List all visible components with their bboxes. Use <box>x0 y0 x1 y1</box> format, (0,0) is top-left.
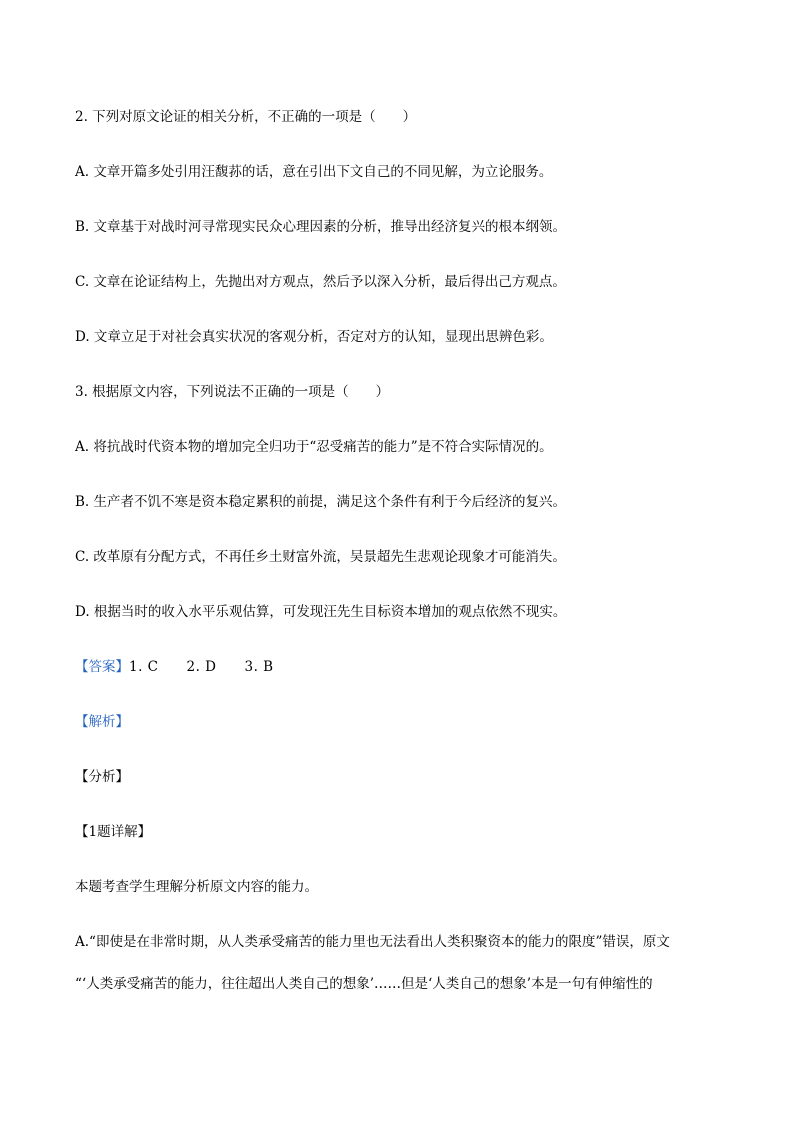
analysis-label: 【解析】 <box>75 714 129 730</box>
analysis-line-2: “‘人类承受痛苦的能力，往往超出人类自己的想象’……但是‘人类自己的想象’本是一句有伸缩性的 <box>75 976 653 992</box>
question-2-option-c: C. 文章在论证结构上，先抛出对方观点，然后予以深入分析，最后得出己方观点。 <box>75 274 566 290</box>
answer-line <box>75 658 735 676</box>
question-3-stem: 3. 根据原文内容，下列说法不正确的一项是（ ） <box>75 384 390 400</box>
answer-item-2: 2. D <box>186 659 217 675</box>
answer-item-1: 1. C <box>129 659 159 675</box>
analysis-intro: 本题考查学生理解分析原文内容的能力。 <box>75 879 318 895</box>
answer-item-3: 3. B <box>244 659 274 675</box>
question-3-option-b: B. 生产者不饥不寒是资本稳定累积的前提，满足这个条件有利于今后经济的复兴。 <box>75 494 567 510</box>
question-3-option-c: C. 改革原有分配方式，不再任乡土财富外流，吴景超先生悲观论现象才可能消失。 <box>75 549 566 565</box>
analysis-line-1: A.“即使是在非常时期，从人类承受痛苦的能力里也无法看出人类积聚资本的能力的限度”错误，原文 <box>75 934 670 950</box>
question-2-stem: 2. 下列对原文论证的相关分析，不正确的一项是（ ） <box>75 109 417 125</box>
question-1-detail-heading: 【1题详解】 <box>75 824 152 840</box>
question-3-option-a: A. 将抗战时代资本物的增加完全归功于“忍受痛苦的能力”是不符合实际情况的。 <box>75 439 553 455</box>
question-3-option-d: D. 根据当时的收入水平乐观估算，可发现汪先生目标资本增加的观点依然不现实。 <box>75 604 567 620</box>
fenxi-heading: 【分析】 <box>75 769 129 785</box>
answer-label: 【答案】 <box>75 659 129 675</box>
question-2-option-a: A. 文章开篇多处引用汪馥荪的话，意在引出下文自己的不同见解，为立论服务。 <box>75 164 553 180</box>
question-2-option-d: D. 文章立足于对社会真实状况的客观分析，否定对方的认知，显现出思辨色彩。 <box>75 329 553 345</box>
question-2-option-b: B. 文章基于对战时河寻常现实民众心理因素的分析，推导出经济复兴的根本纲领。 <box>75 219 567 235</box>
